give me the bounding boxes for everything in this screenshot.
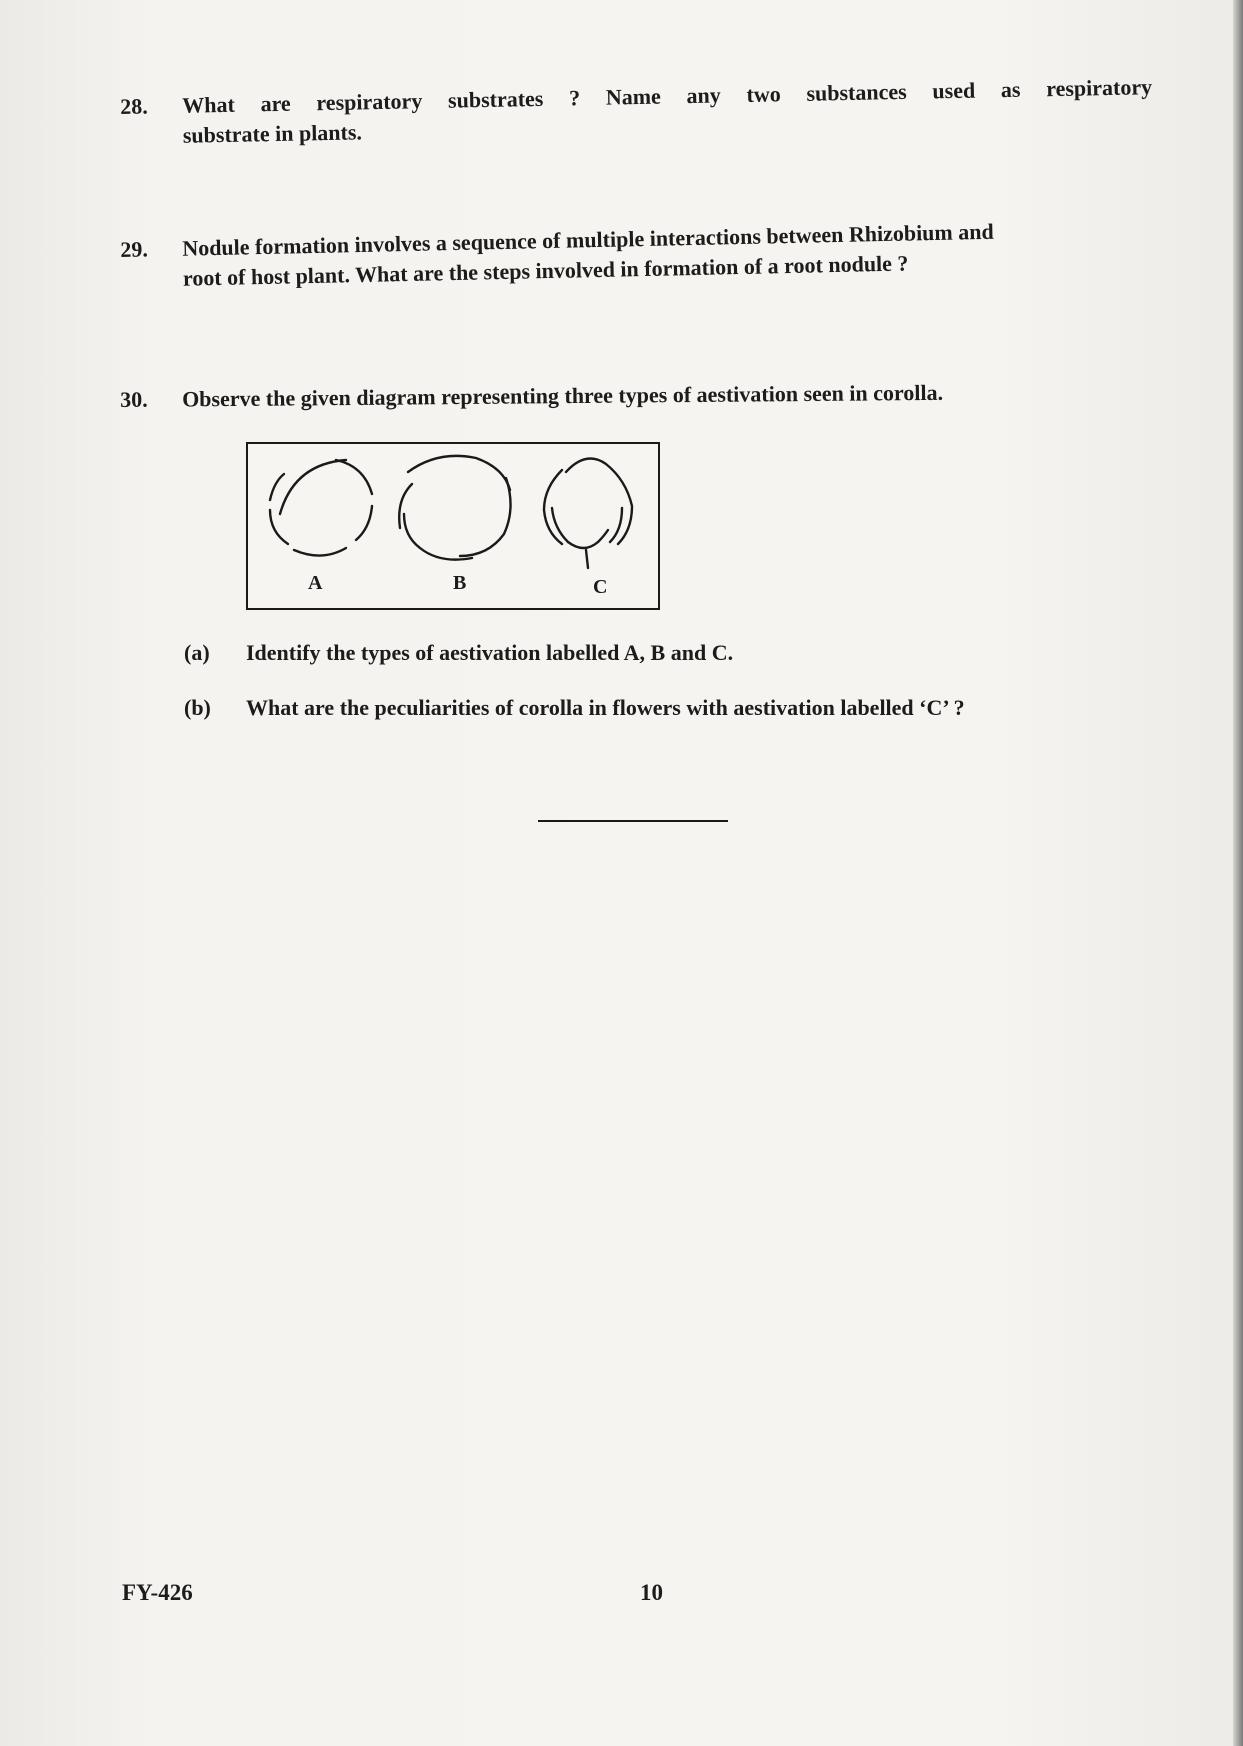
question-line: substrate in plants. [182, 119, 363, 148]
question-28 [120, 72, 1153, 148]
question-text [182, 72, 1153, 151]
question-number: 30. [120, 386, 148, 412]
aestivation-a-shape [270, 460, 372, 556]
question-number: 28. [120, 93, 149, 119]
subpart-label: (b) [184, 695, 211, 720]
subpart-label: (a) [184, 640, 210, 665]
question-29 [120, 213, 1150, 291]
question-text [182, 378, 943, 415]
question-line: Nodule formation involves a sequence of multiple interactions between Rhizobium and [182, 218, 994, 261]
end-of-questions-rule [538, 820, 728, 822]
question-30 [120, 376, 1120, 412]
page-number: 10 [640, 1580, 663, 1605]
diagram-label-b: B [453, 572, 467, 594]
subpart-text: What are the peculiarities of corolla in flowers with aestivation labelled ‘C’ ? [246, 695, 965, 720]
aestivation-c-shape [544, 459, 632, 568]
aestivation-b-shape [399, 456, 510, 560]
diagram-label-c: C [593, 576, 608, 598]
question-line: Observe the given diagram representing three types of aestivation seen in corolla. [182, 379, 944, 412]
aestivation-diagram [246, 442, 660, 610]
paper-code: FY-426 [122, 1580, 193, 1605]
question-line: What are respiratory substrates ? Name any two substances used as respiratory [182, 74, 1153, 118]
question-number: 29. [120, 236, 149, 262]
page-edge-shadow [1233, 0, 1243, 1746]
diagram-label-a: A [308, 572, 323, 594]
question-line: root of host plant. What are the steps involved in formation of a root nodule ? [182, 250, 909, 291]
question-text [182, 213, 1153, 293]
subpart-text: Identify the types of aestivation labelled A, B and C. [246, 640, 734, 665]
